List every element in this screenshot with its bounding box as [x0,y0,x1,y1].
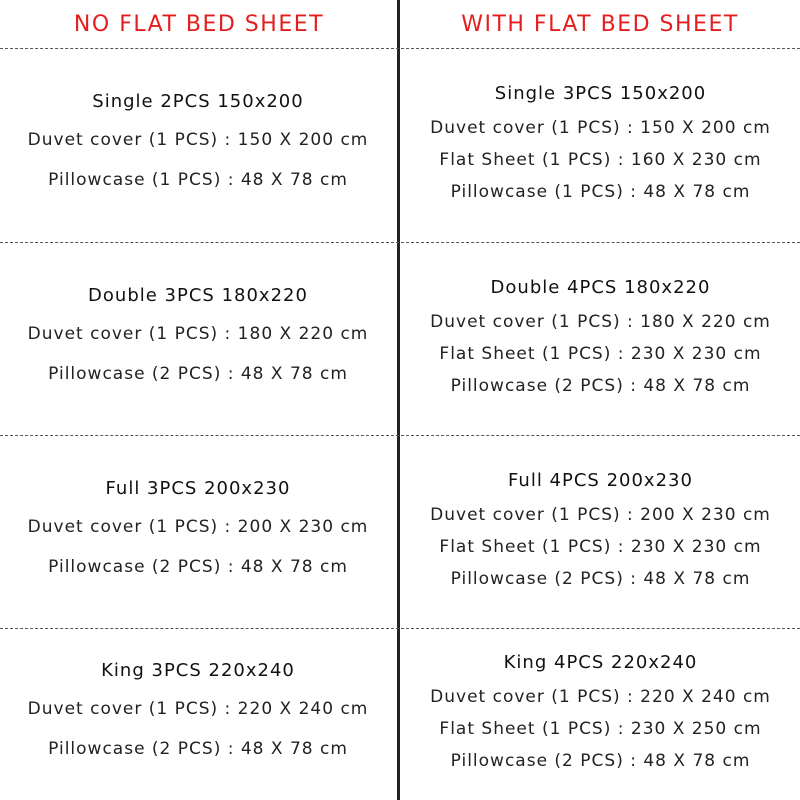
size-title: King 3PCS 220x240 [101,660,295,681]
size-option-double-no-flat [0,243,396,435]
duvet-cover-spec: Duvet cover (1 PCS) : 220 X 240 cm [430,687,771,707]
size-title: King 4PCS 220x240 [503,652,698,673]
flat-sheet-spec: Flat Sheet (1 PCS) : 230 X 230 cm [439,343,762,364]
size-title: Single 2PCS 150x200 [92,91,304,112]
pillowcase-spec: Pillowcase (2 PCS) : 48 X 78 cm [450,751,751,771]
header-no-flat-sheet: NO FLAT BED SHEET [73,11,325,37]
duvet-cover-spec: Duvet cover (1 PCS) : 220 X 240 cm [27,699,369,719]
size-option-double-with-flat [401,243,800,435]
size-option-king-no-flat [0,629,396,800]
flat-sheet-spec: Flat Sheet (1 PCS) : 230 X 230 cm [439,536,762,557]
flat-sheet-spec: Flat Sheet (1 PCS) : 230 X 250 cm [439,719,762,739]
size-title: Full 3PCS 200x230 [105,477,291,499]
size-option-single-no-flat [0,49,396,242]
size-title: Double 4PCS 180x220 [490,276,711,298]
size-option-full-with-flat [401,436,800,628]
flat-sheet-spec: Flat Sheet (1 PCS) : 160 X 230 cm [439,150,762,170]
duvet-cover-spec: Duvet cover (1 PCS) : 180 X 220 cm [430,311,771,332]
duvet-cover-spec: Duvet cover (1 PCS) : 200 X 230 cm [27,516,369,537]
size-title: Full 4PCS 200x230 [508,469,693,491]
size-option-full-no-flat [0,436,396,628]
header-with-flat-sheet: WITH FLAT BED SHEET [461,11,739,37]
size-title: Double 3PCS 180x220 [88,284,308,306]
pillowcase-spec: Pillowcase (2 PCS) : 48 X 78 cm [48,363,348,384]
size-option-king-with-flat [401,629,800,800]
duvet-cover-spec: Duvet cover (1 PCS) : 180 X 220 cm [27,323,369,344]
duvet-cover-spec: Duvet cover (1 PCS) : 200 X 230 cm [430,504,771,525]
pillowcase-spec: Pillowcase (2 PCS) : 48 X 78 cm [48,739,348,759]
size-title: Single 3PCS 150x200 [494,83,707,104]
pillowcase-spec: Pillowcase (2 PCS) : 48 X 78 cm [48,556,348,577]
duvet-cover-spec: Duvet cover (1 PCS) : 150 X 200 cm [430,118,771,138]
pillowcase-spec: Pillowcase (1 PCS) : 48 X 78 cm [450,182,751,202]
pillowcase-spec: Pillowcase (1 PCS) : 48 X 78 cm [48,170,348,190]
pillowcase-spec: Pillowcase (2 PCS) : 48 X 78 cm [450,568,751,589]
column-divider [397,0,400,800]
pillowcase-spec: Pillowcase (2 PCS) : 48 X 78 cm [450,375,751,396]
size-option-single-with-flat [401,49,800,242]
duvet-cover-spec: Duvet cover (1 PCS) : 150 X 200 cm [27,130,369,150]
